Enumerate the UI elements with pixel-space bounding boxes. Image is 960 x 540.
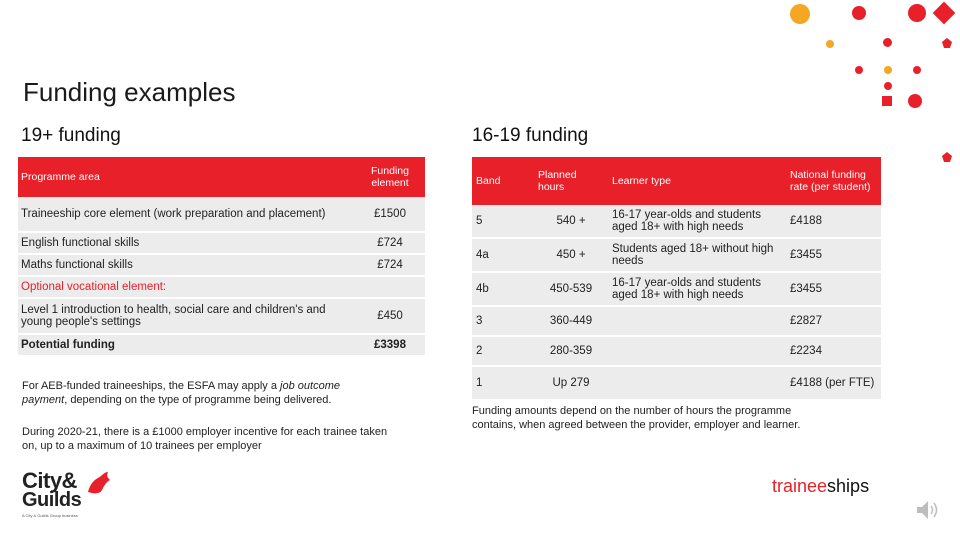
table-row <box>18 334 425 356</box>
heading-16-19: 16-19 funding <box>472 125 589 146</box>
note-text: For AEB-funded traineeships, the ESFA may apply a <box>22 380 281 392</box>
cell-hours: 450 + <box>534 238 608 272</box>
cell-value <box>355 276 425 298</box>
cell-hours: Up 279 <box>534 366 608 400</box>
cell-hours: 540 + <box>534 205 608 238</box>
note-emphasis: job outcome payment <box>22 380 340 406</box>
cell-band: 4a <box>472 238 534 272</box>
cell-learner-type <box>608 366 786 400</box>
note-funding-amounts: Funding amounts depend on the number of hours the programme contains, when agreed between the provider, employer and learner. <box>472 405 801 431</box>
decor-dot <box>855 66 863 74</box>
decor-square <box>882 96 892 106</box>
cell-hours: 450-539 <box>534 272 608 306</box>
cell-learner-type: 16-17 year-olds and students aged 18+ with high needs <box>608 272 786 306</box>
decor-dot <box>852 6 866 20</box>
wordmark-suffix: ships <box>827 476 870 496</box>
cell-band: 5 <box>472 205 534 238</box>
table-row <box>18 232 425 254</box>
cell-value: £1500 <box>355 197 425 232</box>
cell-area: English functional skills <box>18 232 355 254</box>
decor-pentagon <box>942 38 952 48</box>
header-funding-element: Funding element <box>355 157 425 197</box>
decor-dot <box>826 40 834 48</box>
table-row <box>472 306 881 336</box>
cell-learner-type: 16-17 year-olds and students aged 18+ with high needs <box>608 205 786 238</box>
header-planned-hours: Planned hours <box>534 157 608 205</box>
cell-rate: £4188 (per FTE) <box>786 366 881 400</box>
table-row <box>18 298 425 334</box>
cell-rate: £4188 <box>786 205 881 238</box>
cell-band: 4b <box>472 272 534 306</box>
cell-area: Potential funding <box>18 334 355 356</box>
decor-dot <box>883 38 892 47</box>
note-text: , depending on the type of programme being delivered. <box>64 394 332 406</box>
table-row <box>472 272 881 306</box>
lion-emblem-icon <box>84 470 112 496</box>
traineeships-wordmark <box>772 476 869 497</box>
table-row <box>18 254 425 276</box>
cell-hours: 360-449 <box>534 306 608 336</box>
cell-area: Maths functional skills <box>18 254 355 276</box>
cell-learner-type <box>608 306 786 336</box>
cell-band: 2 <box>472 336 534 366</box>
cell-rate: £3455 <box>786 238 881 272</box>
header-band: Band <box>472 157 534 205</box>
wordmark-prefix: trainee <box>772 476 828 496</box>
cell-band: 1 <box>472 366 534 400</box>
table-row <box>472 336 881 366</box>
cell-value: £450 <box>355 298 425 334</box>
table-row <box>472 238 881 272</box>
cell-rate: £2234 <box>786 336 881 366</box>
table-row <box>472 366 881 400</box>
note-job-outcome <box>22 379 372 407</box>
funding-table-16-19 <box>472 157 881 401</box>
page-title: Funding examples <box>23 77 236 107</box>
logo-line2: Guilds <box>22 489 82 511</box>
cell-learner-type: Students aged 18+ without high needs <box>608 238 786 272</box>
cell-band: 3 <box>472 306 534 336</box>
cell-rate: £3455 <box>786 272 881 306</box>
table-row <box>18 276 425 298</box>
funding-table-19plus <box>18 157 425 357</box>
note-employer-incentive: During 2020-21, there is a £1000 employer incentive for each trainee taken on, up to a maximum of 10 trainees per employer <box>22 426 388 452</box>
decor-dot <box>884 66 892 74</box>
table-row <box>472 205 881 238</box>
table-header-row <box>18 157 425 197</box>
cell-area: Optional vocational element: <box>18 276 355 298</box>
cell-learner-type <box>608 336 786 366</box>
cell-value: £724 <box>355 232 425 254</box>
city-guilds-logo <box>22 470 112 520</box>
speaker-icon[interactable] <box>915 498 941 522</box>
decor-dot <box>913 66 921 74</box>
decor-dot <box>790 4 810 24</box>
decor-pentagon <box>942 152 952 162</box>
header-learner-type: Learner type <box>608 157 786 205</box>
logo-subtitle: A City & Guilds Group business <box>22 513 78 518</box>
cell-value: £724 <box>355 254 425 276</box>
cell-rate: £2827 <box>786 306 881 336</box>
decor-dot <box>884 82 892 90</box>
decor-dot <box>908 4 926 22</box>
heading-19plus: 19+ funding <box>21 125 121 146</box>
cell-area: Level 1 introduction to health, social care and children's and young people's settings <box>18 298 355 334</box>
header-funding-rate: National funding rate (per student) <box>786 157 881 205</box>
header-programme-area: Programme area <box>18 157 355 197</box>
decor-dot <box>908 94 922 108</box>
cell-value: £3398 <box>355 334 425 356</box>
table-row <box>18 197 425 232</box>
cell-hours: 280-359 <box>534 336 608 366</box>
table-header-row <box>472 157 881 205</box>
logo-line1: City& <box>22 468 77 493</box>
decor-diamond <box>933 2 956 25</box>
cell-area: Traineeship core element (work preparation and placement) <box>18 197 355 232</box>
